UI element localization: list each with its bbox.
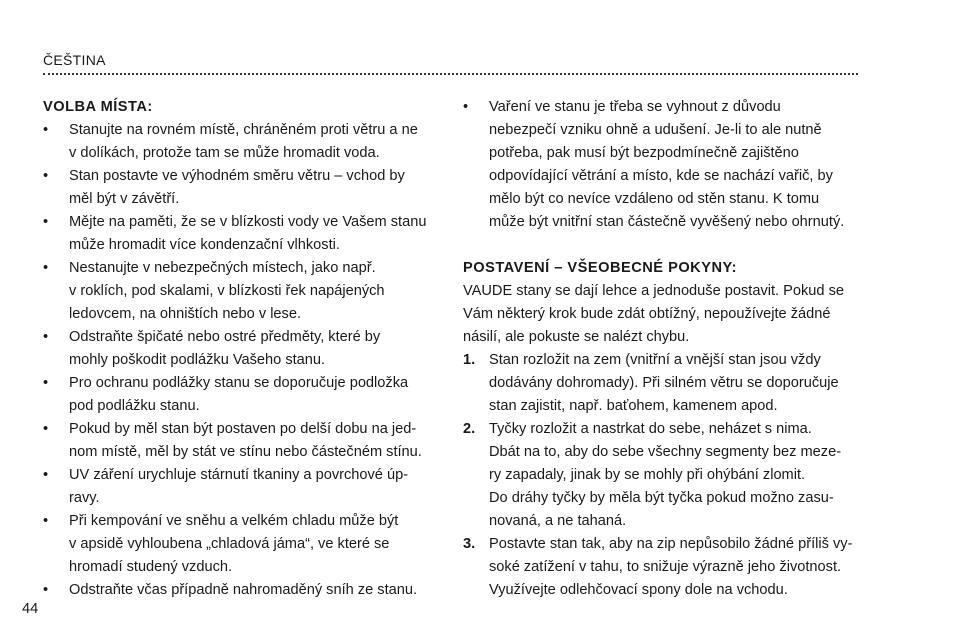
text-line: Postavte stan tak, aby na zip nepůsobilo žádné příliš vy- — [489, 536, 853, 552]
list-item — [43, 510, 439, 579]
text-line: Využívejte odlehčovací spony dole na vchodu. — [489, 582, 788, 598]
text-line: může hromadit více kondenzační vlhkosti. — [69, 237, 340, 253]
setup-steps-list — [463, 349, 859, 602]
list-item — [43, 211, 439, 257]
text-line: potřeba, pak musí být bezpodmínečně zajištěno — [489, 145, 799, 161]
list-item — [43, 119, 439, 165]
dotted-divider — [43, 73, 858, 75]
text-line: ravy. — [69, 490, 100, 506]
list-item — [43, 165, 439, 211]
step-item — [463, 533, 859, 602]
text-line: dodávány dohromady). Při silném větru se doporučuje — [489, 375, 839, 391]
text-line: Stan postavte ve výhodném směru větru – vchod by — [69, 168, 405, 184]
list-item-text — [69, 326, 439, 372]
section-heading-setup: POSTAVENÍ – VŠEOBECNÉ POKYNY: — [463, 260, 737, 276]
text-line: nebezpečí vzniku ohně a udušení. Je-li to ale nutně — [489, 122, 822, 138]
list-item — [43, 257, 439, 326]
text-line: Pokud by měl stan být postaven po delší dobu na jed- — [69, 421, 417, 437]
language-label: ČEŠTINA — [43, 52, 106, 68]
list-item-text — [69, 119, 439, 165]
step-number: 1. — [463, 352, 476, 368]
step-item — [463, 418, 859, 533]
bullet-icon: • — [43, 421, 49, 437]
text-line: UV záření urychluje stárnutí tkaniny a povrchové úp- — [69, 467, 409, 483]
text-line: nom místě, měl by stát ve stínu nebo částečném stínu. — [69, 444, 422, 460]
list-item-text — [69, 464, 439, 510]
bullet-icon: • — [43, 122, 49, 138]
text-line: v apsidě vyhloubena „chladová jáma“, ve které se — [69, 536, 390, 552]
text-line: Stanujte na rovném místě, chráněném proti větru a ne — [69, 122, 418, 138]
site-selection-list — [43, 119, 439, 602]
list-item-text — [69, 579, 439, 602]
list-item — [43, 464, 439, 510]
text-line: VAUDE stany se dají lehce a jednoduše postavit. Pokud se — [463, 283, 845, 299]
text-line: mělo být co nevíce vzdáleno od stěn stanu. K tomu — [489, 191, 820, 207]
text-line: soké zatížení v tahu, to snižuje výrazně jeho životnost. — [489, 559, 842, 575]
text-line: Při kempování ve sněhu a velkém chladu může být — [69, 513, 399, 529]
text-line: násilí, ale pokuste se nalézt chybu. — [463, 329, 690, 345]
page-number: 44 — [22, 601, 39, 617]
bullet-icon: • — [43, 375, 49, 391]
text-line: Mějte na paměti, že se v blízkosti vody ve Vašem stanu — [69, 214, 427, 230]
step-text — [489, 418, 859, 533]
text-line: Tyčky rozložit a nastrkat do sebe, neházet s nima. — [489, 421, 812, 437]
list-item — [43, 418, 439, 464]
text-line: v roklích, pod skalami, v blízkosti řek napájených — [69, 283, 385, 299]
text-line: pod podlážku stanu. — [69, 398, 200, 414]
step-number: 3. — [463, 536, 476, 552]
text-line: Odstraňte špičaté nebo ostré předměty, které by — [69, 329, 381, 345]
bullet-icon: • — [463, 99, 469, 115]
list-item-text — [69, 418, 439, 464]
text-line: může být vnitřní stan částečně vyvěšený nebo ohrnutý. — [489, 214, 845, 230]
text-line: Stan rozložit na zem (vnitřní a vnější stan jsou vždy — [489, 352, 821, 368]
list-item-text — [69, 257, 439, 326]
list-item-text — [69, 372, 439, 418]
text-line: novaná, a ne tahaná. — [489, 513, 627, 529]
list-item-text — [69, 510, 439, 579]
step-number: 2. — [463, 421, 476, 437]
text-line: stan zajistit, např. baťohem, kamenem apod. — [489, 398, 778, 414]
text-line: Vaření ve stanu je třeba se vyhnout z důvodu — [489, 99, 781, 115]
list-item — [43, 579, 439, 602]
list-item — [43, 372, 439, 418]
setup-intro-paragraph — [463, 280, 859, 349]
list-item-text — [489, 96, 859, 234]
text-line: Vám některý krok bude zdát obtížný, nepoužívejte žádné — [463, 306, 831, 322]
list-item — [463, 96, 859, 234]
bullet-icon: • — [43, 467, 49, 483]
list-item-text — [69, 211, 439, 257]
text-line: Pro ochranu podlážky stanu se doporučuje podložka — [69, 375, 409, 391]
text-line: Nestanujte v nebezpečných místech, jako např. — [69, 260, 376, 276]
left-column — [43, 96, 439, 602]
text-line: ry zapadaly, jinak by se mohly při ohýbání zlomit. — [489, 467, 806, 483]
text-line: odpovídající větrání a místo, kde se nachází vařič, by — [489, 168, 833, 184]
step-text — [489, 349, 859, 418]
bullet-icon: • — [43, 513, 49, 529]
section-heading-site-selection: VOLBA MÍSTA: — [43, 99, 153, 115]
cooking-warning-list — [463, 96, 859, 234]
text-line: Do dráhy tyčky by měla být tyčka pokud možno zasu- — [489, 490, 834, 506]
step-text — [489, 533, 859, 602]
text-line: hromadí studený vzduch. — [69, 559, 233, 575]
text-line: Odstraňte včas případně nahromaděný sníh ze stanu. — [69, 582, 418, 598]
bullet-icon: • — [43, 582, 49, 598]
right-column — [463, 96, 859, 602]
text-line: v dolíkách, protože tam se může hromadit voda. — [69, 145, 380, 161]
text-line: ledovcem, na ohništích nebo v lese. — [69, 306, 302, 322]
bullet-icon: • — [43, 329, 49, 345]
bullet-icon: • — [43, 214, 49, 230]
bullet-icon: • — [43, 260, 49, 276]
text-line: Dbát na to, aby do sebe všechny segmenty bez meze- — [489, 444, 842, 460]
text-line: měl být v závětří. — [69, 191, 180, 207]
list-item-text — [69, 165, 439, 211]
step-item — [463, 349, 859, 418]
text-line: mohly poškodit podlážku Vašeho stanu. — [69, 352, 326, 368]
bullet-icon: • — [43, 168, 49, 184]
list-item — [43, 326, 439, 372]
